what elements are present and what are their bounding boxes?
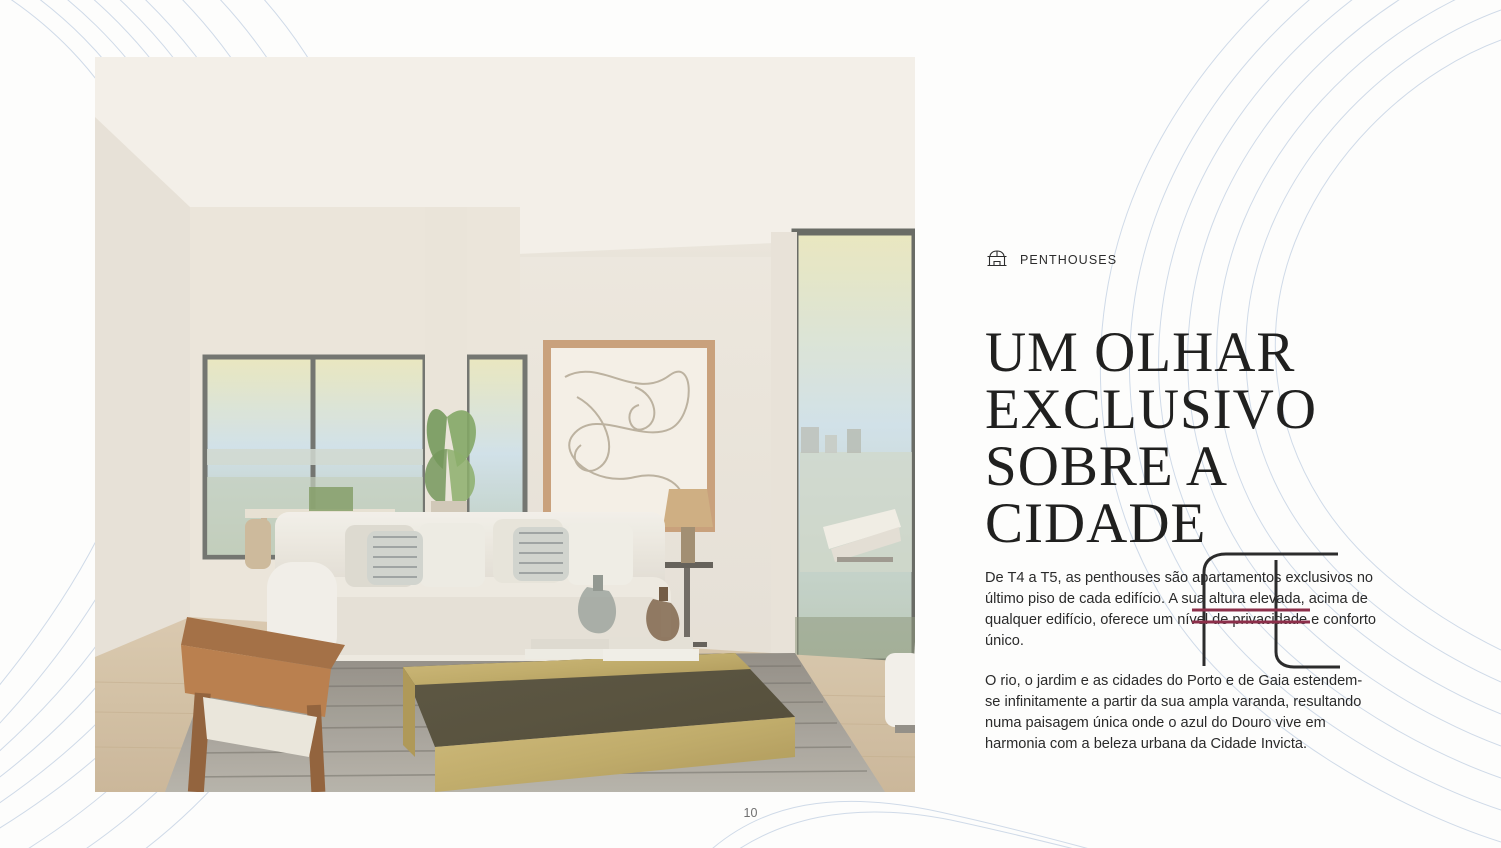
headline-line-2: EXCLUSIVO (985, 378, 1317, 442)
headline-line-4: CIDADE (985, 492, 1207, 556)
body-copy (985, 568, 1377, 755)
body-paragraph-1: De T4 a T5, as penthouses são apartamentos exclusivos no último piso de cada edifício. A sua altura elevada, acima de qualquer edifício, oferece um nível de privacidade e conforto único. (985, 570, 1377, 649)
headline-line-3: SOBRE A (985, 435, 1228, 499)
eyebrow-label: PENTHOUSES (1020, 253, 1118, 267)
penthouse-building-icon (985, 248, 1009, 272)
page-number: 10 (743, 806, 758, 820)
text-column (985, 0, 1405, 848)
penthouse-living-room-render (95, 57, 915, 792)
page-title (985, 321, 1405, 556)
section-eyebrow (985, 248, 1117, 272)
body-paragraph-2: O rio, o jardim e as cidades do Porto e de Gaia estendem-se infinitamente a partir da sua ampla varanda, resultando numa paisagem única onde o azul do Douro vive em harmonia com a beleza urbana da Cidade Invicta. (985, 673, 1363, 752)
headline-line-1: UM OLHAR (985, 321, 1296, 385)
render-image (95, 57, 915, 792)
